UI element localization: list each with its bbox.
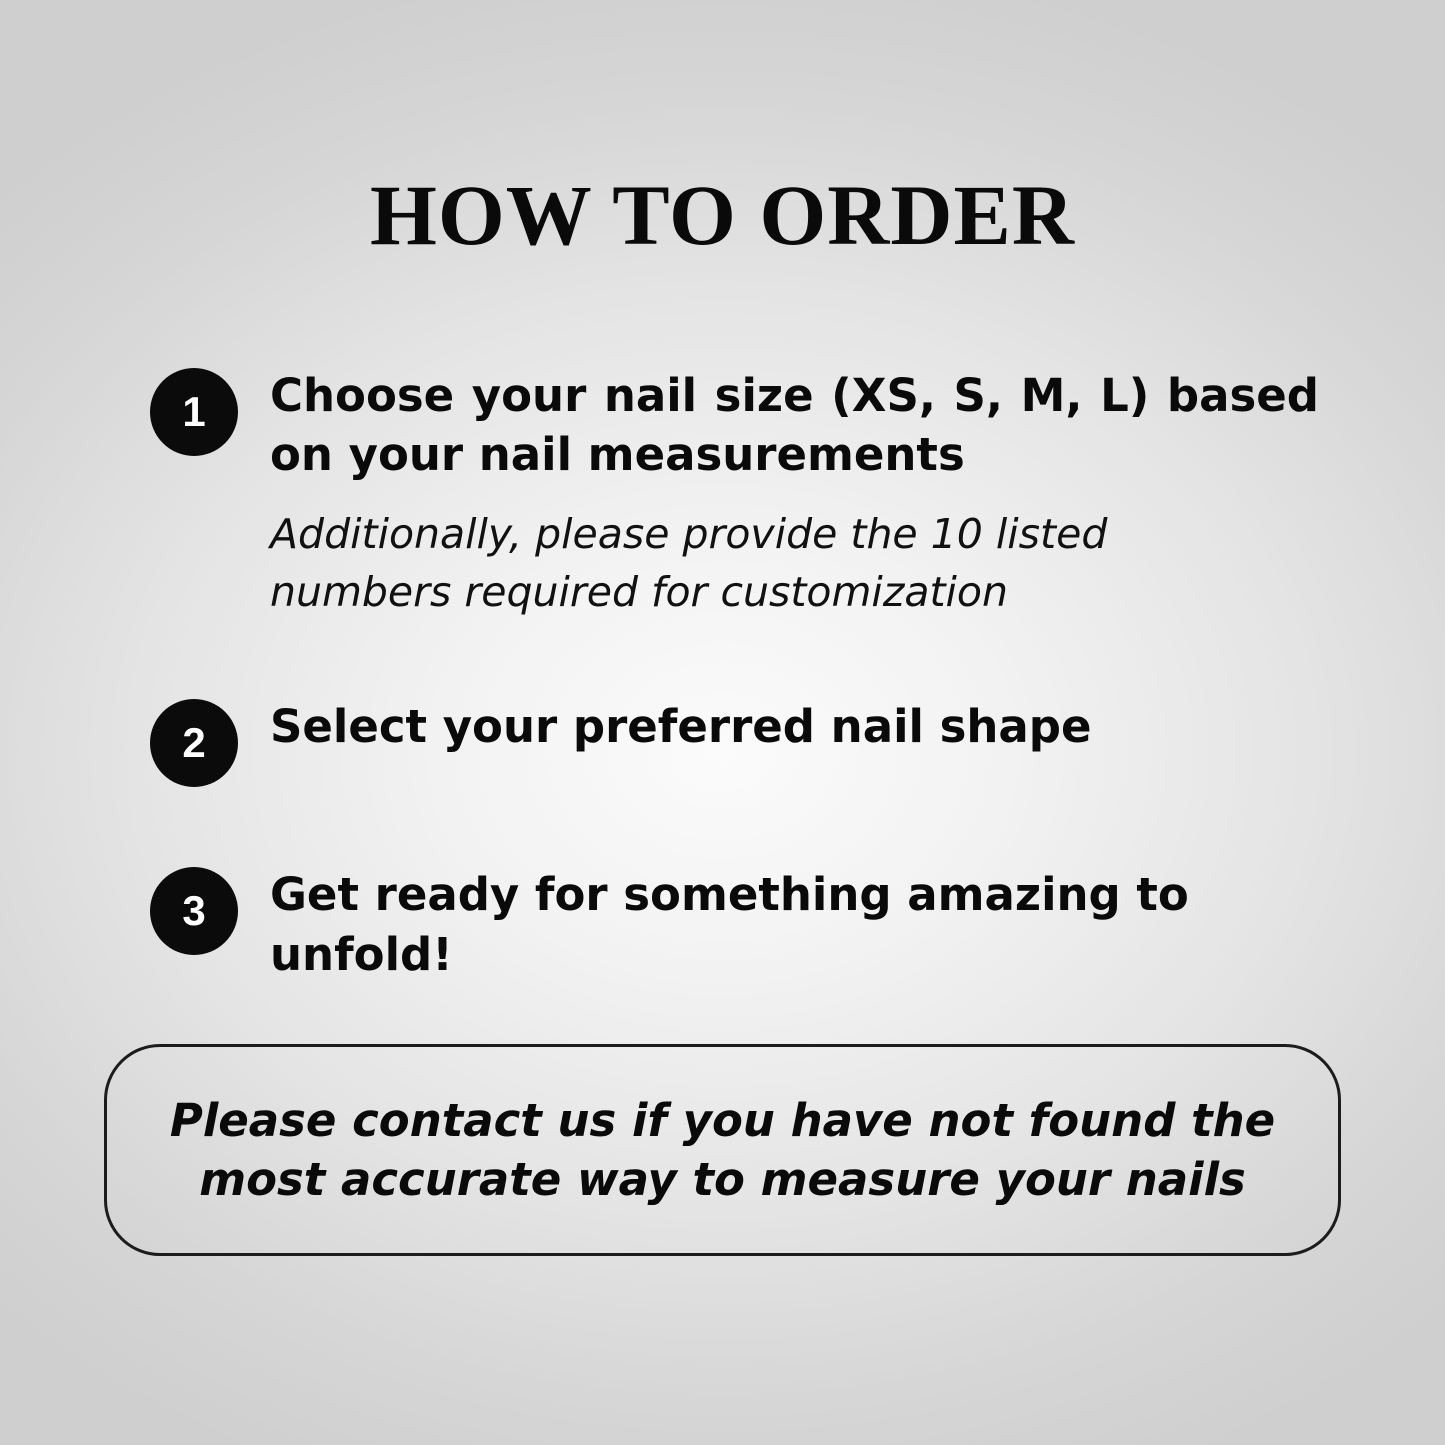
step-body-2	[270, 697, 1319, 756]
step-text-3: Get ready for something amazing to unfold!	[270, 868, 1189, 981]
step-note-1-line2: numbers required for customization	[270, 568, 1008, 616]
step-body-3	[270, 865, 1319, 984]
contact-callout	[104, 1044, 1341, 1256]
step-note-1-line1: Additionally, please provide the 10 listed	[270, 509, 1108, 558]
list-item	[150, 697, 1319, 787]
step-body-1	[270, 366, 1319, 621]
step-number-badge-3: 3	[150, 867, 238, 955]
step-text-2: Select your preferred nail shape	[270, 700, 1092, 754]
step-note-1	[270, 505, 1319, 621]
callout-line-1: Please contact us if you have not found the most	[169, 1093, 1276, 1206]
step-number-badge-1: 1	[150, 368, 238, 456]
step-text-1: Choose your nail size (XS, S, M, L) based on your nail measurements	[270, 369, 1319, 482]
steps-list	[0, 366, 1445, 984]
list-item	[150, 865, 1319, 984]
callout-line-2: accurate way to measure your nails	[340, 1153, 1246, 1206]
page-title: HOW TO ORDER	[370, 167, 1075, 263]
step-number-badge-2: 2	[150, 699, 238, 787]
list-item	[150, 366, 1319, 621]
callout-text	[167, 1091, 1278, 1210]
